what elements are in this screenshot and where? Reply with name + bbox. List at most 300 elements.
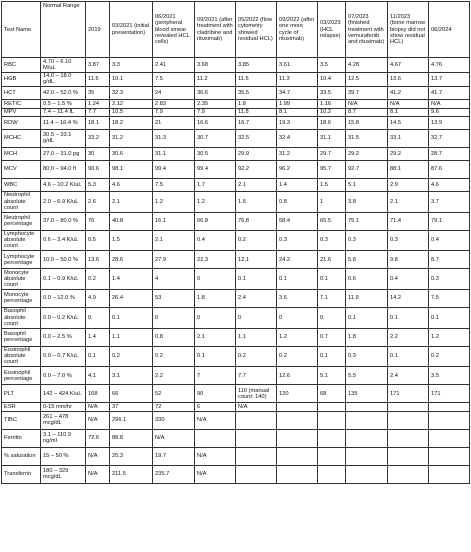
table-row [2,72,470,87]
result-cell: 3.7 [429,191,470,212]
result-cell [236,429,277,447]
normal-range-cell: 15 – 50 % [41,447,86,465]
normal-range-cell: 0-15 mm/hr [41,403,86,411]
result-cell: 52 [153,385,195,403]
result-cell: 34.7 [277,87,318,100]
result-cell: 31.1 [153,147,195,160]
table-row [2,307,470,328]
result-cell: 2.1 [195,328,236,346]
result-cell: N/A [195,411,236,429]
test-name-cell: Eosinophil percentage [2,367,41,385]
result-cell [429,429,470,447]
result-cell: 0.1 [195,346,236,367]
table-row [2,411,470,429]
table-row [2,367,470,385]
result-cell: 0.1 [318,269,346,290]
test-name-cell: TIBC [2,411,41,429]
result-cell: 88.8 [110,429,153,447]
normal-range-cell: 7.4 – 11.4 fL [41,108,86,116]
result-cell: 0.4 [195,230,236,251]
result-cell [429,465,470,483]
result-cell: 75.1 [346,212,388,230]
table-header [2,2,470,58]
result-cell: 33.1 [388,129,429,147]
table-row [2,116,470,129]
result-cell: 9.8 [388,251,429,269]
result-cell [346,447,388,465]
result-cell: 1.1 [236,328,277,346]
result-cell: N/A [86,411,110,429]
result-cell: 1.4 [277,178,318,191]
result-cell [388,411,429,429]
result-cell: 0.4 [429,230,470,251]
result-cell: 11.6 [86,72,110,87]
test-name-cell: Ferritin [2,429,41,447]
result-cell [318,403,346,411]
result-cell: 2.4 [388,367,429,385]
result-cell: 1.8 [195,289,236,307]
test-name-cell: MCHC [2,129,41,147]
result-cell: N/A [153,429,195,447]
normal-range-cell: 4.6 – 10.2 K/uL [41,178,86,191]
result-cell: 32.3 [110,87,153,100]
result-cell: 0 [86,307,110,328]
table-row [2,191,470,212]
table-row [2,289,470,307]
result-cell [388,429,429,447]
result-cell: 39.7 [346,87,388,100]
result-cell: 0.1 [86,346,110,367]
result-cell: 0.2 [86,269,110,290]
result-cell: 14.5 [388,116,429,129]
result-cell: 11.8 [236,108,277,116]
result-cell [429,403,470,411]
header-03-2021: 03/2021 (initial presentation) [110,2,153,58]
result-cell: 0.4 [388,269,429,290]
result-cell: 2.4 [236,289,277,307]
result-cell: 11.5 [236,72,277,87]
result-cell: 68 [318,385,346,403]
result-cell: 4.9 [86,289,110,307]
header-05-2022: 05/2022 (flow cytometry showed residual HCL) [236,2,277,58]
result-cell: 8.1 [277,108,318,116]
result-cell: 0.1 [277,269,318,290]
result-cell: 95.7 [318,160,346,178]
result-cell [318,447,346,465]
normal-range-cell: 180 – 329 mcg/dL [41,465,86,483]
result-cell: N/A [236,403,277,411]
result-cell: 1.99 [277,100,318,108]
normal-range-cell: 0.0 – 2.5 % [41,328,86,346]
result-cell: 0.8 [153,328,195,346]
test-name-cell: Basophil absolute count [2,307,41,328]
result-cell [236,447,277,465]
result-cell: 2.9 [388,178,429,191]
table-row [2,160,470,178]
result-cell: 1.16 [318,100,346,108]
table-row [2,403,470,411]
result-cell: 26.4 [110,289,153,307]
result-cell: 21.6 [318,251,346,269]
result-cell: 24 [153,87,195,100]
test-name-cell: Transferrin [2,465,41,483]
test-name-cell: MCH [2,147,41,160]
result-cell: 2.83 [153,100,195,108]
normal-range-cell: 30.5 – 33.1 g/dL [41,129,86,147]
table-row [2,251,470,269]
result-cell: 13.6 [388,72,429,87]
table-body [2,58,470,483]
table-row [2,269,470,290]
test-name-cell: PLT [2,385,41,403]
result-cell: 0.3 [277,230,318,251]
result-cell: 1.4 [110,269,153,290]
result-cell: 0.2 [236,346,277,367]
result-cell: 8.1 [388,108,429,116]
table-row [2,230,470,251]
result-cell [346,465,388,483]
result-cell: 25.3 [110,447,153,465]
normal-range-cell: 3.1 – 110.9 ng/ml [41,429,86,447]
result-cell: 4 [153,269,195,290]
test-name-cell: Neutrophil percentage [2,212,41,230]
header-07-2023: 07/2023 (finished treatment with vemurafenib and rituximab) [346,2,388,58]
test-name-cell: HCT [2,87,41,100]
result-cell [318,465,346,483]
result-cell: 12.5 [346,72,388,87]
test-name-cell: % saturation [2,447,41,465]
result-cell: 29.2 [346,147,388,160]
result-cell: 8.7 [429,251,470,269]
result-cell: N/A [346,100,388,108]
result-cell: 99.4 [195,160,236,178]
result-cell: 7.5 [153,178,195,191]
table-row [2,429,470,447]
result-cell: 0.3 [318,230,346,251]
result-cell: N/A [86,465,110,483]
result-cell: 1.8 [236,100,277,108]
result-cell: 3.3 [110,58,153,73]
result-cell: 21 [153,116,195,129]
result-cell: 18.1 [86,116,110,129]
lab-results-table [1,1,470,484]
result-cell: 3.6 [277,289,318,307]
normal-range-cell: 4.70 – 6.10 M/uL [41,58,86,73]
result-cell: 0.7 [318,328,346,346]
result-cell [346,411,388,429]
test-name-cell: Monocyte absolute count [2,269,41,290]
test-name-cell: Monocyte percentage [2,289,41,307]
result-cell: 14.2 [388,289,429,307]
result-cell: 76.8 [236,212,277,230]
normal-range-cell: 14.0 – 18.0 g/dL [41,72,86,87]
result-cell: 0.6 [346,269,388,290]
result-cell: 15.8 [346,116,388,129]
result-cell: 30 [86,147,110,160]
result-cell: 0.8 [277,191,318,212]
result-cell [277,447,318,465]
result-cell: 1.2 [429,328,470,346]
result-cell: 3.8 [346,191,388,212]
normal-range-cell: 10.0 – 50.0 % [41,251,86,269]
result-cell [236,411,277,429]
result-cell: 1.7 [195,178,236,191]
result-cell: 53 [153,289,195,307]
result-cell: 2.2 [388,328,429,346]
normal-range-cell: 0.0 – 0.2 K/uL [41,307,86,328]
result-cell [318,411,346,429]
result-cell: 90 [195,385,236,403]
result-cell: 32.4 [277,129,318,147]
result-cell: 120 [277,385,318,403]
result-cell: 1.2 [153,191,195,212]
header-06-2021: 06/2021 (peripheral blood smear revealed HCL cells) [153,2,195,58]
result-cell [277,465,318,483]
test-name-cell: Lymphocyte percentage [2,251,41,269]
result-cell [277,429,318,447]
normal-range-cell: 11.4 – 16.4 % [41,116,86,129]
result-cell: 12.1 [236,251,277,269]
result-cell: 71.4 [388,212,429,230]
result-cell: 171 [429,385,470,403]
result-cell: 7.7 [236,367,277,385]
result-cell: N/A [388,100,429,108]
result-cell: 32.7 [429,129,470,147]
result-cell [277,403,318,411]
result-cell: 0.3 [346,346,388,367]
result-cell: 1.2 [195,191,236,212]
result-cell: 76 [86,212,110,230]
result-cell: 7 [195,367,236,385]
result-cell: 35 [86,87,110,100]
result-cell: 41.2 [388,87,429,100]
result-cell: 0.2 [277,346,318,367]
result-cell: 330 [153,411,195,429]
result-cell: 0.3 [429,269,470,290]
lab-results-document [1,1,470,484]
table-row [2,328,470,346]
header-06-2024: 06/2024 [429,2,470,58]
header-03-2023: 03/2023 (HCL relapse) [318,2,346,58]
result-cell: 99.4 [153,160,195,178]
result-cell: 10.5 [110,108,153,116]
result-cell: 0 [236,307,277,328]
result-cell: 4.67 [388,58,429,73]
test-name-cell: RBC [2,58,41,73]
result-cell: 0 [153,307,195,328]
test-name-cell: MPV [2,108,41,116]
result-cell: 235.7 [153,465,195,483]
result-cell: 0.1 [346,307,388,328]
result-cell: 58.4 [277,212,318,230]
result-cell: N/A [195,447,236,465]
result-cell: 40.8 [110,212,153,230]
test-name-cell: HGB [2,72,41,87]
result-cell: N/A [86,447,110,465]
test-name-cell: Eosinophil absolute count [2,346,41,367]
result-cell: 13.9 [429,116,470,129]
result-cell [277,411,318,429]
result-cell: 4.6 [429,178,470,191]
result-cell: 92.7 [346,160,388,178]
result-cell: 30.7 [195,129,236,147]
table-row [2,447,470,465]
header-09-2021: 09/2021 (after treatment with cladribine and rituximab) [195,2,236,58]
result-cell: 11.2 [195,72,236,87]
result-cell: 0.2 [153,346,195,367]
test-name-cell: Neutrophil absolute count [2,191,41,212]
result-cell: 32.5 [236,129,277,147]
result-cell: 92.2 [236,160,277,178]
result-cell: 36.6 [195,87,236,100]
test-name-cell: ESR [2,403,41,411]
result-cell: 4.28 [346,58,388,73]
result-cell: 2.2 [153,367,195,385]
result-cell [195,429,236,447]
result-cell: 31.5 [346,129,388,147]
result-cell: 0.3 [388,230,429,251]
result-cell: 33.2 [86,129,110,147]
result-cell: 18.6 [318,116,346,129]
header-11-2023: 11/2023 (bone marrow biopsy did not show residual HCL) [388,2,429,58]
result-cell: 0.1 [318,346,346,367]
result-cell: 1.2 [277,328,318,346]
result-cell: 88.1 [388,160,429,178]
table-row [2,385,470,403]
result-cell: 16.6 [195,116,236,129]
normal-range-cell: 27.0 – 31.0 pg [41,147,86,160]
result-cell: 33.5 [318,87,346,100]
result-cell: 2.35 [195,100,236,108]
result-cell: 3.87 [86,58,110,73]
result-cell: 135 [346,385,388,403]
result-cell: 5.8 [346,251,388,269]
normal-range-cell: 0.0 – 0.7 K/uL [41,346,86,367]
result-cell [318,429,346,447]
normal-range-cell: 261 – 478 mcg/dL [41,411,86,429]
result-cell: 3.5 [429,367,470,385]
result-cell: 66 [110,385,153,403]
result-cell: 1.6 [236,191,277,212]
result-cell: 0.1 [388,346,429,367]
result-cell: 3.5 [318,58,346,73]
result-cell: 0.2 [429,346,470,367]
result-cell: 19.3 [277,116,318,129]
result-cell: 10.1 [110,72,153,87]
result-cell: 16.7 [236,116,277,129]
result-cell: 31.2 [110,129,153,147]
normal-range-cell: 0.5 – 1.5 % [41,100,86,108]
result-cell: 29.2 [388,147,429,160]
result-cell: 90.6 [86,160,110,178]
result-cell: 2.1 [388,191,429,212]
result-cell: 3.85 [236,58,277,73]
table-row [2,147,470,160]
result-cell: 37 [110,403,153,411]
result-cell: 5.1 [318,367,346,385]
table-row [2,465,470,483]
result-cell: 11.3 [277,72,318,87]
normal-range-cell: 0.6 – 3.4 K/uL [41,230,86,251]
result-cell: 28.7 [429,147,470,160]
header-test-name: Test Name [2,2,41,58]
result-cell: 28.6 [110,251,153,269]
result-cell: 3.1 [110,367,153,385]
table-row [2,87,470,100]
result-cell: 7.5 [429,289,470,307]
result-cell: 22.3 [195,251,236,269]
result-cell: 10.4 [318,72,346,87]
result-cell: 0.3 [346,230,388,251]
result-cell: 79.1 [429,212,470,230]
result-cell: 31.2 [277,147,318,160]
result-cell: 2.6 [86,191,110,212]
result-cell: 168 [86,385,110,403]
result-cell: 0 [318,307,346,328]
result-cell: 29.9 [236,147,277,160]
result-cell: 1 [318,191,346,212]
result-cell: 0 [277,307,318,328]
result-cell: 0 [195,269,236,290]
result-cell: 35.5 [236,87,277,100]
result-cell: 72.6 [86,429,110,447]
result-cell: N/A [86,403,110,411]
result-cell [388,465,429,483]
test-name-cell: Lymphocyte absolute count [2,230,41,251]
result-cell: 7.7 [86,108,110,116]
result-cell: 30.5 [195,147,236,160]
result-cell [429,411,470,429]
header-normal-range: Normal Range [41,2,86,58]
result-cell [346,429,388,447]
result-cell [429,447,470,465]
test-name-cell: WBC [2,178,41,191]
table-row [2,100,470,108]
table-row [2,212,470,230]
test-name-cell: RDW [2,116,41,129]
result-cell: 65.5 [318,212,346,230]
result-cell: 1.5 [110,230,153,251]
result-cell: 1.5 [318,178,346,191]
table-row [2,108,470,116]
result-cell: 4.76 [429,58,470,73]
result-cell: 0.1 [388,307,429,328]
result-cell: 0.5 [86,230,110,251]
normal-range-cell: 42.0 – 52.0 % [41,87,86,100]
result-cell: 2.1 [110,191,153,212]
result-cell: N/A [429,100,470,108]
result-cell: 66.8 [195,212,236,230]
normal-range-cell: 2.0 – 6.9 K/uL [41,191,86,212]
result-cell: 13.6 [86,251,110,269]
result-cell: 8.7 [346,108,388,116]
normal-range-cell: 80.0 – 94.0 fl [41,160,86,178]
result-cell: 30.6 [110,147,153,160]
result-cell: 2.41 [153,58,195,73]
result-cell: 7.9 [195,108,236,116]
result-cell: 96.2 [277,160,318,178]
result-cell: 18.2 [110,116,153,129]
result-cell [236,465,277,483]
result-cell: 29.7 [318,147,346,160]
result-cell: 9.6 [429,108,470,116]
result-cell: 24.2 [277,251,318,269]
result-cell: 7.1 [318,289,346,307]
result-cell: 7.9 [153,108,195,116]
result-cell: 6 [195,403,236,411]
normal-range-cell: 0.0 – 7.0 % [41,367,86,385]
result-cell: 31.3 [153,129,195,147]
